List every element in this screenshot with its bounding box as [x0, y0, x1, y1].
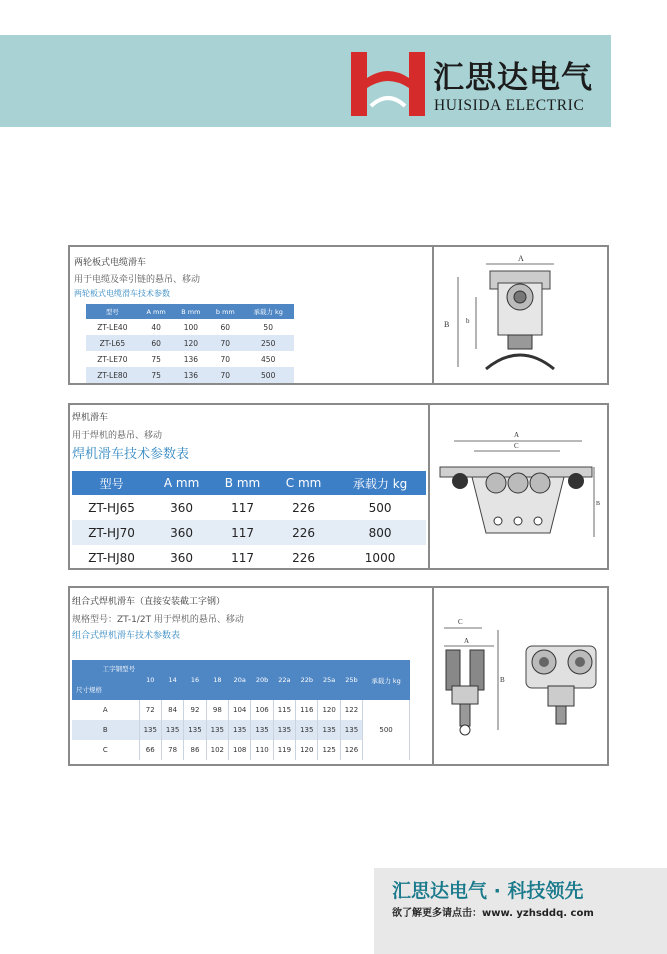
spec-table: [72, 660, 410, 760]
corner-bottom-label: 尺寸规格: [76, 686, 102, 694]
dim-label-b-big: B: [444, 320, 450, 329]
dim-label-c: C: [458, 618, 463, 626]
table-cell: 40: [151, 322, 161, 332]
corner-top-label: 工字钢型号: [102, 665, 136, 673]
column-header: 型号: [86, 304, 139, 319]
table-cell: 126: [340, 740, 362, 760]
table-cell: 70: [208, 367, 242, 383]
row-label: C: [72, 740, 139, 760]
table-cell: 119: [273, 740, 295, 760]
welder-trolley-diagram: [432, 407, 604, 565]
table-cell: 135: [296, 720, 318, 740]
table-cell: 116: [296, 700, 318, 720]
table-cell: 75: [139, 367, 174, 383]
section-subtitle: 两轮板式电缆滑车技术参数: [74, 289, 170, 298]
column-header: 14: [161, 660, 183, 700]
table-row: [86, 319, 294, 335]
table-cell: 115: [273, 700, 295, 720]
section-desc: 用于焊机的悬吊、移动: [72, 431, 163, 441]
column-header: 25a: [318, 660, 340, 700]
table-row: [72, 495, 426, 520]
section-desc: 规格型号：ZT-1/2T 用于焊机的悬吊、移动: [72, 615, 244, 625]
table-cell: 78: [161, 740, 183, 760]
section-title: 两轮板式电缆滑车: [74, 258, 147, 268]
spec-table: [72, 471, 426, 570]
table-cell: 360: [170, 550, 194, 565]
section-cable-trolley: [68, 245, 609, 385]
column-header: 10: [139, 660, 161, 700]
row-label: A: [72, 700, 139, 720]
column-header: b mm: [208, 304, 242, 319]
spec-table: [86, 304, 294, 383]
table-cell: 450: [261, 354, 276, 364]
table-cell: 135: [139, 720, 161, 740]
table-cell: 135: [206, 720, 228, 740]
brand-name-en: HUISIDA ELECTRIC: [434, 97, 585, 114]
table-cell: 70: [208, 335, 242, 351]
section-divider: [432, 247, 434, 383]
column-header: 25b: [340, 660, 362, 700]
table-cell: 66: [139, 740, 161, 760]
table-cell: 108: [229, 740, 251, 760]
table-cell: 135: [318, 720, 340, 740]
table-row: [72, 545, 426, 570]
table-cell: ZT-LE80: [86, 367, 139, 383]
table-cell: 100: [183, 322, 199, 332]
table-cell: 135: [229, 720, 251, 740]
dim-label-c: C: [514, 442, 519, 450]
table-row: [86, 367, 294, 383]
column-header: 承载力 kg: [334, 471, 426, 495]
cable-trolley-diagram: [436, 249, 604, 379]
table-cell: 70: [220, 354, 231, 364]
table-cell: ZT-LE40: [97, 322, 128, 332]
table-cell: 136: [173, 367, 208, 383]
table-row: [72, 740, 410, 760]
table-cell: 98: [206, 700, 228, 720]
table-cell: 800: [334, 520, 426, 545]
section-title: 焊机滑车: [72, 413, 109, 423]
section-subtitle: 组合式焊机滑车技术参数表: [72, 631, 181, 641]
table-row: [72, 720, 410, 740]
table-cell: 250: [242, 335, 294, 351]
table-cell: 226: [273, 520, 334, 545]
table-cell: 360: [151, 520, 212, 545]
dim-label-b: B: [500, 676, 505, 684]
column-header: 型号: [72, 471, 151, 495]
table-row: [86, 351, 294, 367]
section-subtitle: 焊机滑车技术参数表: [72, 447, 190, 462]
dim-label-b: B: [596, 501, 601, 507]
column-header: C mm: [273, 471, 334, 495]
column-header: 16: [184, 660, 206, 700]
column-header: B mm: [212, 471, 273, 495]
table-cell: 84: [161, 700, 183, 720]
table-cell: 117: [231, 500, 254, 515]
table-cell: 120: [296, 740, 318, 760]
table-cell: 135: [184, 720, 206, 740]
table-cell: ZT-LE70: [97, 354, 128, 364]
table-cell: 135: [251, 720, 273, 740]
table-cell: 117: [231, 550, 254, 565]
table-cell: ZT-HJ70: [72, 520, 151, 545]
column-header: A mm: [151, 471, 212, 495]
table-row: [72, 700, 410, 720]
table-cell: 226: [292, 500, 316, 515]
row-label: B: [72, 720, 139, 740]
brand-logo: [347, 48, 429, 120]
column-header: A mm: [139, 304, 174, 319]
footer-link-text[interactable]: 欲了解更多请点击：www. yzhsddq. com: [392, 908, 594, 919]
table-cell: 360: [170, 500, 194, 515]
table-cell: 135: [273, 720, 295, 740]
column-header: 22a: [273, 660, 295, 700]
table-cell: 104: [229, 700, 251, 720]
table-cell: 120: [173, 335, 208, 351]
table-cell: 60: [220, 322, 231, 332]
section-desc: 用于电缆及牵引链的悬吊、移动: [74, 275, 201, 285]
column-header: 18: [206, 660, 228, 700]
table-cell: 1000: [364, 550, 396, 565]
section-combo-welder-trolley: [68, 586, 609, 766]
table-cell: 120: [318, 700, 340, 720]
table-cell: ZT-L65: [86, 335, 139, 351]
dim-label-a: A: [514, 431, 520, 439]
load-value: 500: [363, 700, 410, 760]
table-cell: 226: [292, 550, 316, 565]
table-cell: 500: [242, 367, 294, 383]
corner-header: [72, 660, 139, 700]
table-row: [72, 520, 426, 545]
table-cell: 117: [212, 520, 273, 545]
table-cell: 102: [206, 740, 228, 760]
dim-label-a: A: [518, 254, 524, 263]
dim-label-b-small: b: [466, 317, 470, 325]
combo-trolley-diagram: [436, 590, 604, 760]
table-cell: 110: [251, 740, 273, 760]
column-header: B mm: [173, 304, 208, 319]
table-cell: ZT-HJ65: [88, 500, 135, 515]
table-cell: 60: [139, 335, 174, 351]
column-header: 20a: [229, 660, 251, 700]
section-title: 组合式焊机滑车（直接安装截工字钢）: [72, 597, 226, 607]
section-welder-trolley: [68, 403, 609, 570]
table-cell: 72: [139, 700, 161, 720]
table-cell: 86: [184, 740, 206, 760]
section-divider: [428, 405, 430, 568]
table-cell: 106: [251, 700, 273, 720]
table-row: [86, 335, 294, 351]
dim-label-a: A: [464, 637, 470, 645]
brand-name-cn: 汇思达电气: [433, 60, 593, 96]
header-band-gap: [611, 35, 667, 127]
table-cell: 135: [340, 720, 362, 740]
column-header-load: 承载力 kg: [363, 660, 410, 700]
table-cell: 135: [161, 720, 183, 740]
table-cell: 50: [263, 322, 273, 332]
table-cell: 75: [151, 354, 161, 364]
table-cell: ZT-HJ80: [88, 550, 135, 565]
column-header: 22b: [296, 660, 318, 700]
table-cell: 122: [340, 700, 362, 720]
section-divider: [432, 588, 434, 764]
table-cell: 500: [368, 500, 392, 515]
column-header: 承载力 kg: [242, 304, 294, 319]
table-cell: 125: [318, 740, 340, 760]
footer-slogan: 汇思达电气 · 科技领先: [392, 880, 584, 902]
table-cell: 92: [184, 700, 206, 720]
column-header: 20b: [251, 660, 273, 700]
table-cell: 136: [183, 354, 199, 364]
